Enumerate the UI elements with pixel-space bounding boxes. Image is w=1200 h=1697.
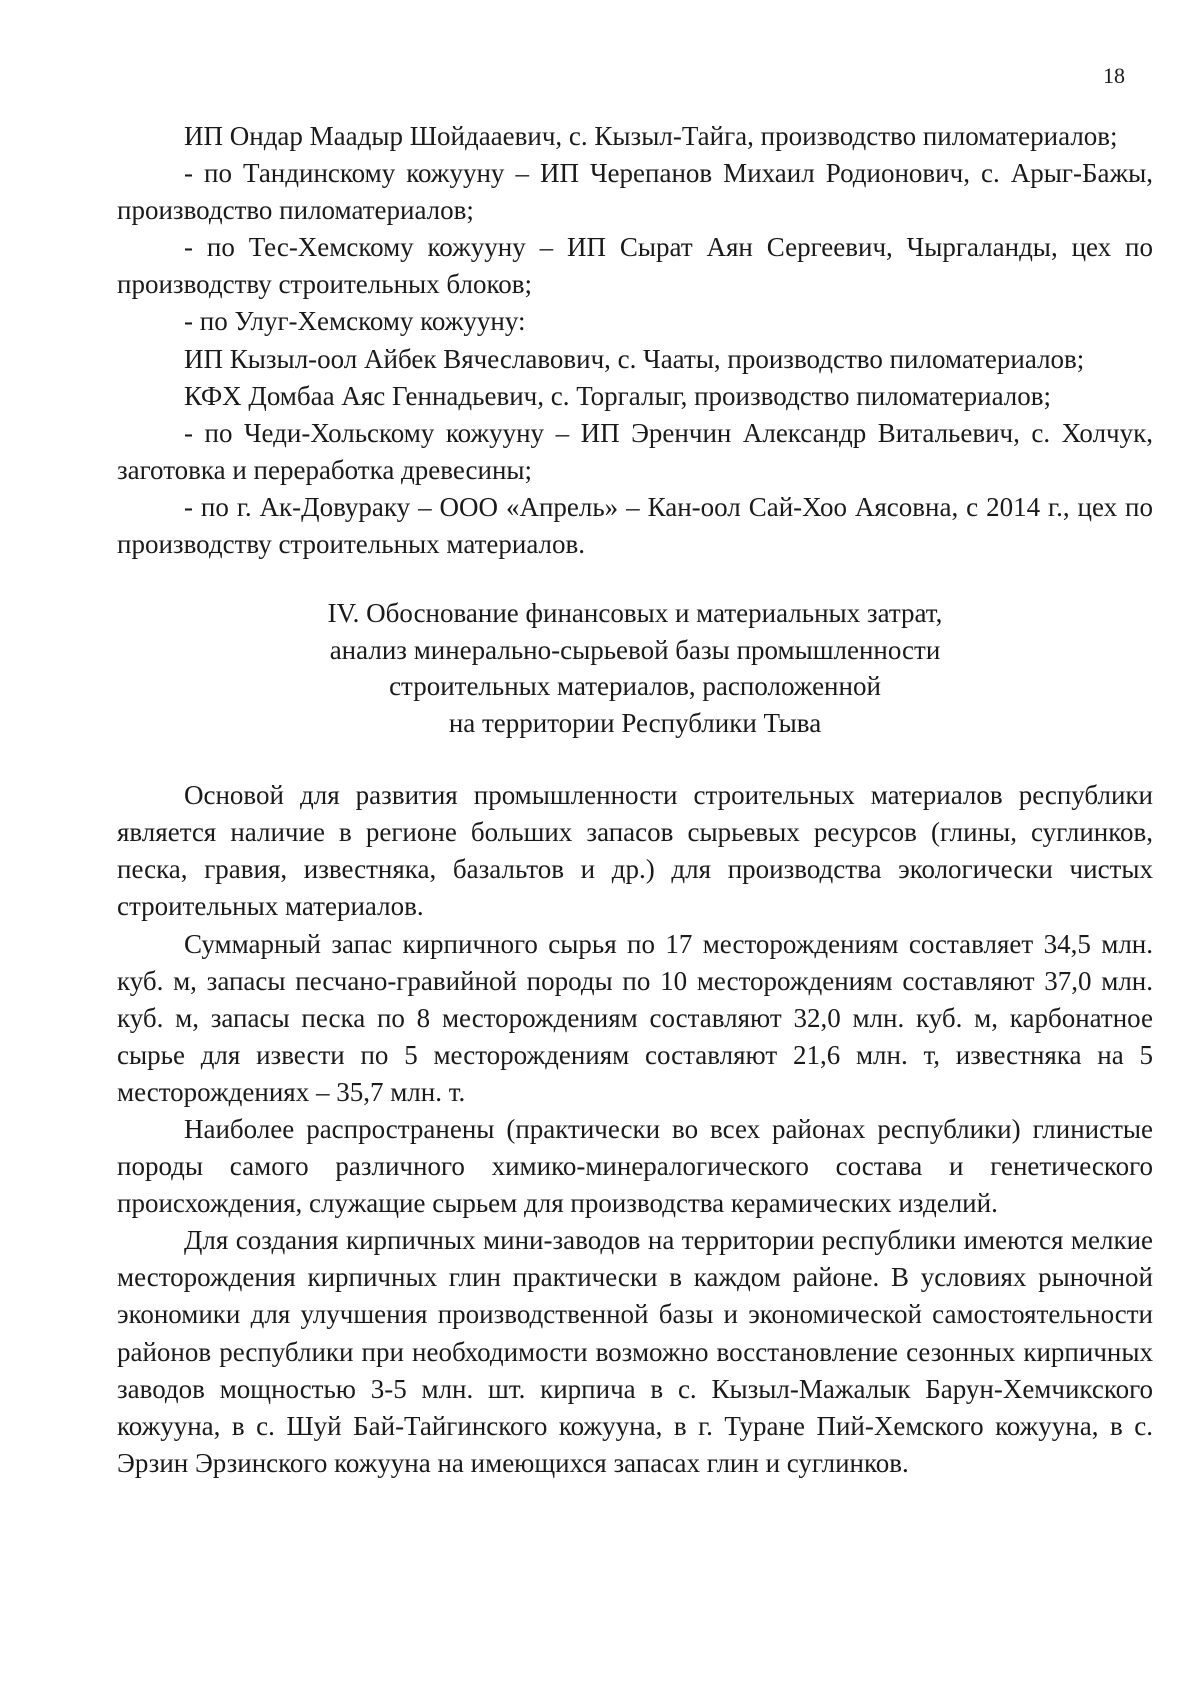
list-paragraph: - по Улуг-Хемскому кожууну: xyxy=(184,306,526,337)
section-heading-line: на территории Республики Тыва xyxy=(448,707,822,738)
enterprise-list xyxy=(117,118,1153,563)
list-paragraph: - по Чеди-Хольскому кожууну – ИП Эренчин Александр Витальевич, с. Холчук, заготовка и переработка древесины; xyxy=(117,417,1153,485)
section-heading-line: строительных материалов, расположенной xyxy=(389,671,881,702)
list-paragraph: - по г. Ак-Довураку – ООО «Апрель» – Кан-оол Сай-Хоо Аясовна, с 2014 г., цех по производству строительных материалов. xyxy=(117,491,1153,560)
body-paragraph: Суммарный запас кирпичного сырья по 17 месторождениям составляет 34,5 млн. куб. м, запасы песчано-гравийной породы по 10 месторождениям составляют 37,0 млн. куб. м, запасы песка по 8 месторождениям составляют 32,0 млн. куб. м, карбонатное сырье для извести по 5 месторождениям составляют 21,6 млн. т, известняка на 5 месторождениях – 35,7 млн. т. xyxy=(117,928,1153,1107)
list-paragraph: - по Тандинскому кожууну – ИП Черепанов Михаил Родионович, с. Арыг-Бажы, производство пиломатериалов; xyxy=(117,158,1153,226)
list-paragraph: КФХ Домбаа Аяс Геннадьевич, с. Торгалыг, производство пиломатериалов; xyxy=(184,380,1052,411)
section-heading-line: IV. Обоснование финансовых и материальных затрат, xyxy=(327,598,943,629)
list-paragraph: ИП Кызыл-оол Айбек Вячеславович, с. Чааты, производство пиломатериалов; xyxy=(184,343,1085,374)
body-paragraph: Для создания кирпичных мини-заводов на территории республики имеются мелкие месторождения кирпичных глин практически в каждом районе. В условиях рыночной экономики для улучшения производственной базы и экономической самостоятельности районов республики при необходимости возможно восстановление сезонных кирпичных заводов мощностью 3-5 млн. шт. кирпича в с. Кызыл-Мажалык Барун-Хемчикского кожууна, в с. Шуй Бай-Тайгинского кожууна, в г. Туране Пий-Хемского кожууна, в с. Эрзин Эрзинского кожууна на имеющихся запасах глин и суглинков. xyxy=(117,1225,1153,1478)
list-paragraph: - по Тес-Хемскому кожууну – ИП Сырат Аян Сергеевич, Чыргаланды, цех по производству строительных блоков; xyxy=(117,232,1153,300)
body-paragraph: Основой для развития промышленности строительных материалов республики является наличие в регионе больших запасов сырьевых ресурсов (глины, суглинков, песка, гравия, известняка, базальтов и др.) для производства экологически чистых строительных материалов. xyxy=(117,780,1153,922)
section-body xyxy=(117,777,1153,1482)
document-body xyxy=(117,118,1153,1482)
body-paragraph: Наиболее распространены (практически во всех районах республики) глинистые породы самого различного химико-минералогического состава и генетического происхождения, служащие сырьем для производства керамических изделий. xyxy=(117,1113,1153,1219)
section-heading-line: анализ минерально-сырьевой базы промышленности xyxy=(329,634,941,665)
section-heading xyxy=(117,595,1153,741)
list-paragraph: ИП Ондар Маадыр Шойдааевич, с. Кызыл-Тайга, производство пиломатериалов; xyxy=(184,121,1118,151)
page-number: 18 xyxy=(1103,63,1125,88)
